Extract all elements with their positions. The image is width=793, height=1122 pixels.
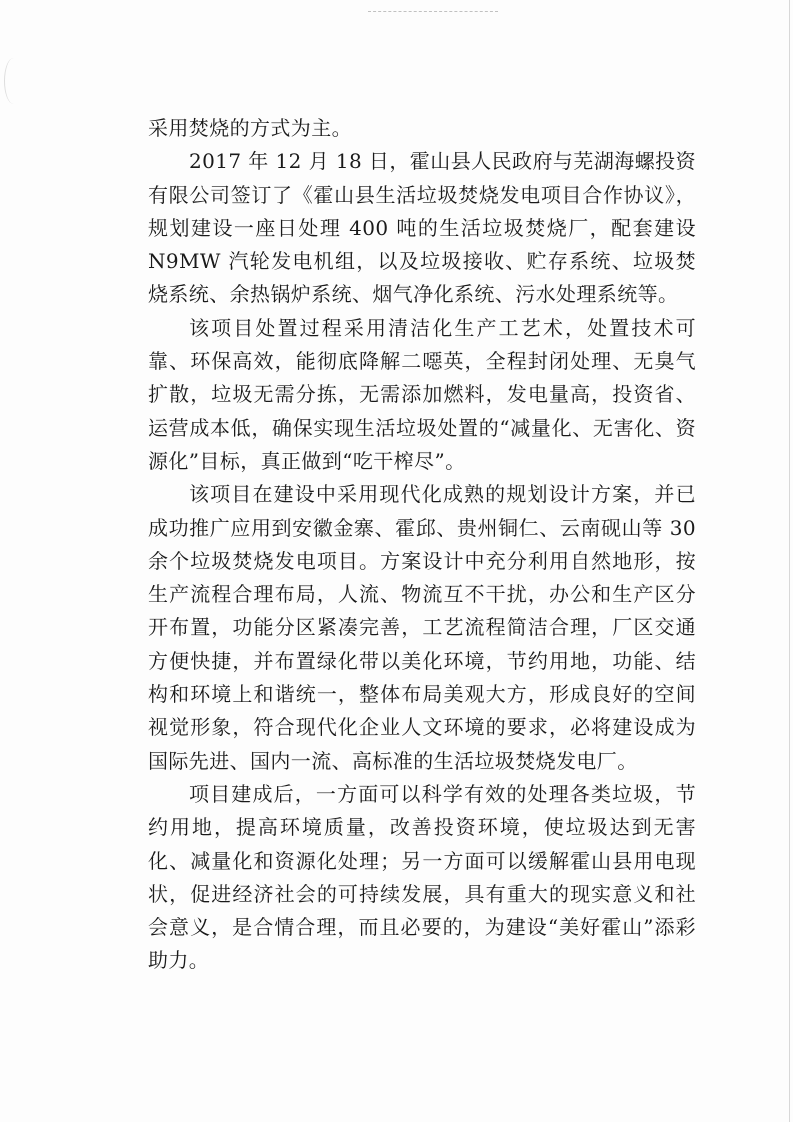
document-body: [148, 112, 696, 978]
scan-artifact-left: [4, 58, 23, 104]
scan-artifact-top: [368, 11, 498, 14]
paragraph-design: 该项目在建设中采用现代化成熟的规划设计方案，并已成功推广应用到安徽金寨、霍邱、贵州铜仁、云南砚山等 30 余个垃圾焚烧发电项目。方案设计中充分利用自然地形，按生产流程合理布局，人流、物流互不干扰，办公和生产区分开布置，功能分区紧凑完善，工艺流程简洁合理，厂区交通方便快捷，并布置绿化带以美化环境，节约用地，功能、结构和环境上和谐统一，整体布局美观大方，形成良好的空间视觉形象，符合现代化企业人文环境的要求，必将建设成为国际先进、国内一流、高标准的生活垃圾焚烧发电厂。: [148, 482, 696, 773]
paragraph-agreement: 2017 年 12 月 18 日，霍山县人民政府与芜湖海螺投资有限公司签订了《霍山县生活垃圾焚烧发电项目合作协议》，规划建设一座日处理 400 吨的生活垃圾焚烧厂，配套建设 N9MW 汽轮发电机组，以及垃圾接收、贮存系统、垃圾焚烧系统、余热锅炉系统、烟气净化系统、污水处理系统等。: [148, 149, 696, 307]
paragraph-continuation: 采用焚烧的方式为主。: [148, 116, 352, 140]
paragraph-process: 该项目处置过程采用清洁化生产工艺术，处置技术可靠、环保高效，能彻底降解二噁英，全程封闭处理、无臭气扩散，垃圾无需分拣，无需添加燃料，发电量高，投资省、运营成本低，确保实现生活垃圾处置的“减量化、无害化、资源化”目标，真正做到“吃干榨尽”。: [148, 315, 696, 473]
paragraph-benefits: 项目建成后，一方面可以科学有效的处理各类垃圾，节约用地，提高环境质量，改善投资环境，使垃圾达到无害化、减量化和资源化处理；另一方面可以缓解霍山县用电现状，促进经济社会的可持续发展，具有重大的现实意义和社会意义，是合情合理，而且必要的，为建设“美好霍山”添彩助力。: [148, 781, 696, 973]
scan-artifact-right: [789, 0, 790, 1122]
